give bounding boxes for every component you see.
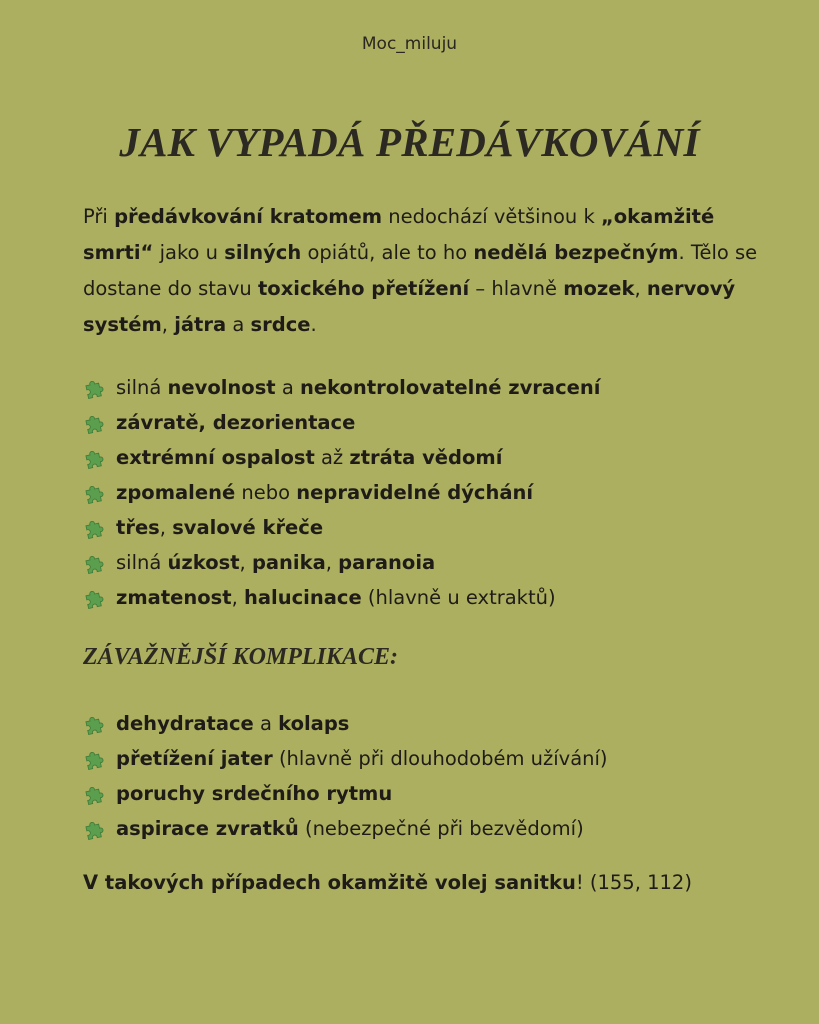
puzzle-piece-icon <box>83 712 107 736</box>
puzzle-piece-icon <box>83 481 107 505</box>
symptom-list <box>83 370 783 615</box>
list-item-text <box>116 370 600 405</box>
puzzle-piece-icon <box>83 551 107 575</box>
complications-heading: ZÁVAŽNĚJŠÍ KOMPLIKACE: <box>83 644 398 670</box>
list-item-bold: třes <box>116 516 160 539</box>
intro-bold: silných <box>224 241 302 264</box>
list-item-text <box>116 440 502 475</box>
list-item <box>83 811 783 846</box>
list-item <box>83 741 783 776</box>
list-item-text <box>116 776 392 811</box>
list-item-plain: , <box>239 551 252 574</box>
list-item-text <box>116 475 533 510</box>
intro-bold: nedělá bezpečným <box>473 241 679 264</box>
list-item <box>83 776 783 811</box>
intro-bold: nervový systém <box>83 277 736 336</box>
intro-text: jako u <box>153 241 225 264</box>
intro-bold: předávkování kratomem <box>114 205 383 228</box>
intro-text: . <box>310 313 317 336</box>
list-item-bold: nepravidelné dýchání <box>296 481 534 504</box>
list-item-bold: přetížení jater <box>116 747 273 770</box>
intro-paragraph <box>83 199 783 343</box>
intro-text: nedochází většinou k <box>382 205 601 228</box>
list-item-bold: extrémní ospalost <box>116 446 315 469</box>
account-handle: Moc_miluju <box>361 34 458 54</box>
list-item-plain: (hlavně při dlouhodobém užívání) <box>272 747 608 770</box>
puzzle-piece-icon <box>83 586 107 610</box>
list-item-bold: nevolnost <box>167 376 276 399</box>
list-item-text <box>116 811 584 846</box>
list-item-plain: (nebezpečné při bezvědomí) <box>298 817 584 840</box>
intro-bold: srdce <box>250 313 311 336</box>
list-item <box>83 510 783 545</box>
list-item-bold: ztráta vědomí <box>349 446 503 469</box>
intro-text: a <box>226 313 251 336</box>
intro-bold: „okamžité smrti“ <box>83 205 715 264</box>
list-item <box>83 405 783 440</box>
intro-text: opiátů, ale to ho <box>301 241 474 264</box>
list-item-bold: dehydratace <box>116 712 254 735</box>
list-item-text <box>116 580 556 615</box>
intro-text: – hlavně <box>469 277 564 300</box>
list-item-plain: , <box>325 551 339 574</box>
list-item-plain: , <box>231 586 244 609</box>
list-item-text <box>116 405 355 440</box>
list-item-bold: úzkost <box>167 551 240 574</box>
list-item-plain: a <box>275 376 300 399</box>
puzzle-piece-icon <box>83 411 107 435</box>
list-item <box>83 545 783 580</box>
intro-text: , <box>634 277 647 300</box>
list-item-bold: kolaps <box>278 712 350 735</box>
intro-text: , <box>161 313 175 336</box>
list-item-plain: až <box>314 446 350 469</box>
emergency-note <box>83 871 803 894</box>
list-item-bold: panika <box>251 551 326 574</box>
intro-bold: toxického přetížení <box>257 277 470 300</box>
puzzle-piece-icon <box>83 446 107 470</box>
list-item-text <box>116 741 608 776</box>
list-item-plain: (hlavně u extraktů) <box>361 586 556 609</box>
puzzle-piece-icon <box>83 782 107 806</box>
list-item-bold: zmatenost <box>116 586 232 609</box>
list-item <box>83 475 783 510</box>
list-item-plain: silná <box>116 376 168 399</box>
list-item-plain: silná <box>116 551 168 574</box>
list-item <box>83 370 783 405</box>
list-item-bold: halucinace <box>244 586 362 609</box>
list-item-text <box>116 545 435 580</box>
emergency-note-bold: V takových případech okamžitě volej sanitku <box>83 871 576 894</box>
list-item-bold: aspirace zvratků <box>116 817 299 840</box>
list-item-text <box>116 510 323 545</box>
puzzle-piece-icon <box>83 376 107 400</box>
page-title: JAK VYPADÁ PŘEDÁVKOVÁNÍ <box>119 119 700 165</box>
list-item-bold: svalové křeče <box>172 516 324 539</box>
intro-text: . Tělo se dostane do stavu <box>83 241 758 300</box>
intro-bold: játra <box>174 313 227 336</box>
list-item <box>83 440 783 475</box>
intro-bold: mozek <box>563 277 635 300</box>
list-item-plain: nebo <box>235 481 297 504</box>
puzzle-piece-icon <box>83 747 107 771</box>
list-item-bold: závratě, dezorientace <box>116 411 356 434</box>
list-item-bold: poruchy srdečního rytmu <box>116 782 393 805</box>
list-item-bold: paranoia <box>338 551 436 574</box>
list-item <box>83 580 783 615</box>
list-item <box>83 706 783 741</box>
list-item-plain: a <box>253 712 279 735</box>
list-item-text <box>116 706 349 741</box>
emergency-note-numbers: ! (155, 112) <box>575 871 692 894</box>
list-item-bold: zpomalené <box>116 481 236 504</box>
intro-text: Při <box>83 205 115 228</box>
complications-list <box>83 706 783 846</box>
list-item-bold: nekontrolovatelné zvracení <box>299 376 601 399</box>
puzzle-piece-icon <box>83 516 107 540</box>
list-item-plain: , <box>159 516 173 539</box>
puzzle-piece-icon <box>83 817 107 841</box>
